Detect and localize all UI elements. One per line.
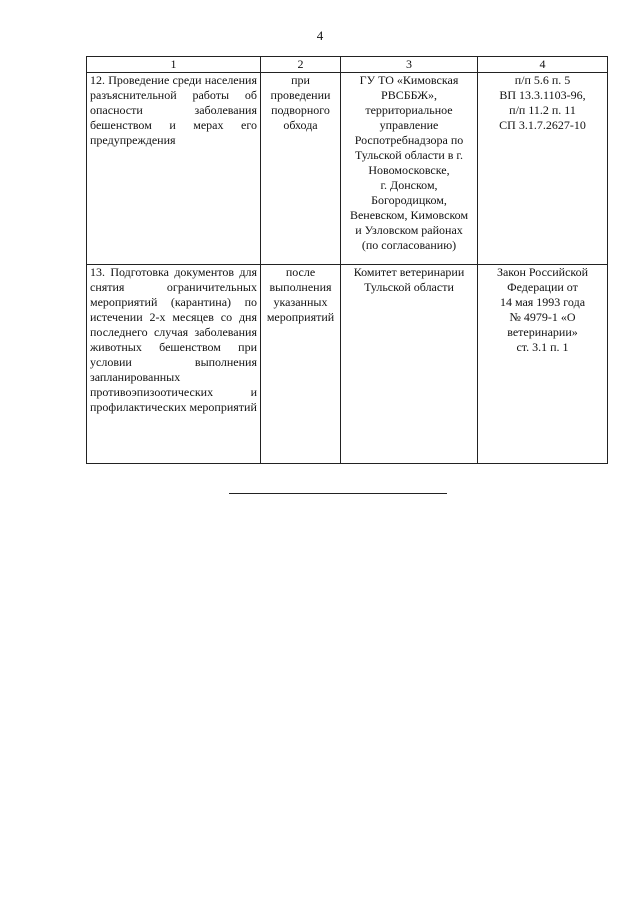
header-cell-1: 1: [87, 57, 261, 73]
responsible-line: (по согласованию): [361, 238, 457, 252]
responsible-cell: [341, 265, 478, 464]
legal-basis-line: Закон Российской: [496, 265, 589, 279]
timing-line: обхода: [283, 118, 318, 132]
measure-description-cell: 13. Подготовка документов для снятия ограничительных мероприятий (карантина) по истечении 2-х месяцев со дня последнего случая заболевания животных бешенством при условии выполнения запланированных противоэпизоотических и профилактических мероприятий: [87, 265, 261, 464]
legal-basis-line: Федерации от: [507, 280, 578, 294]
responsible-line: Богородицком,: [371, 193, 447, 207]
responsible-line: Роспотребнадзора по: [354, 133, 464, 147]
responsible-line: территориальное: [365, 103, 453, 117]
measures-table: [86, 56, 608, 464]
legal-basis-cell: [478, 265, 608, 464]
header-cell-4: 4: [478, 57, 608, 73]
legal-basis-line: п/п 5.6 п. 5: [514, 73, 571, 87]
timing-line: выполнения: [269, 280, 332, 294]
legal-basis-line: № 4979-1 «О: [509, 310, 576, 324]
responsible-line: Новомосковске,: [368, 163, 450, 177]
header-row: [87, 57, 608, 73]
responsible-line: Тульской области: [364, 280, 454, 294]
legal-basis-line: ст. 3.1 п. 1: [516, 340, 569, 354]
responsible-line: Комитет ветеринарии: [353, 265, 465, 279]
header-cell-2: 2: [261, 57, 341, 73]
timing-line: подворного: [271, 103, 330, 117]
legal-basis-line: ветеринарии»: [507, 325, 578, 339]
table-row: [87, 73, 608, 265]
measure-description-cell: 12. Проведение среди населения разъяснительной работы об опасности заболевания бешенством и мерах его предупреждения: [87, 73, 261, 265]
end-of-document-rule: [229, 493, 447, 494]
legal-basis-line: 14 мая 1993 года: [499, 295, 586, 309]
timing-line: проведении: [270, 88, 331, 102]
responsible-line: г. Донском,: [380, 178, 438, 192]
responsible-line: Веневском, Кимовском: [349, 208, 469, 222]
responsible-line: ГУ ТО «Кимовская: [359, 73, 459, 87]
timing-cell: [261, 265, 341, 464]
page-number: 4: [316, 28, 324, 43]
responsible-line: РВСББЖ»,: [381, 88, 437, 102]
legal-basis-line: ВП 13.3.1103-96,: [499, 88, 586, 102]
table-row: [87, 265, 608, 464]
responsible-line: управление: [379, 118, 439, 132]
timing-line: указанных: [273, 295, 328, 309]
responsible-cell: [341, 73, 478, 265]
legal-basis-line: п/п 11.2 п. 11: [509, 103, 576, 117]
header-cell-3: 3: [341, 57, 478, 73]
legal-basis-line: СП 3.1.7.2627-10: [499, 118, 586, 132]
responsible-line: и Узловском районах: [355, 223, 463, 237]
timing-cell: [261, 73, 341, 265]
legal-basis-cell: [478, 73, 608, 265]
responsible-line: Тульской области в г.: [355, 148, 463, 162]
timing-line: при: [291, 73, 310, 87]
timing-line: мероприятий: [266, 310, 335, 324]
timing-line: после: [285, 265, 316, 279]
